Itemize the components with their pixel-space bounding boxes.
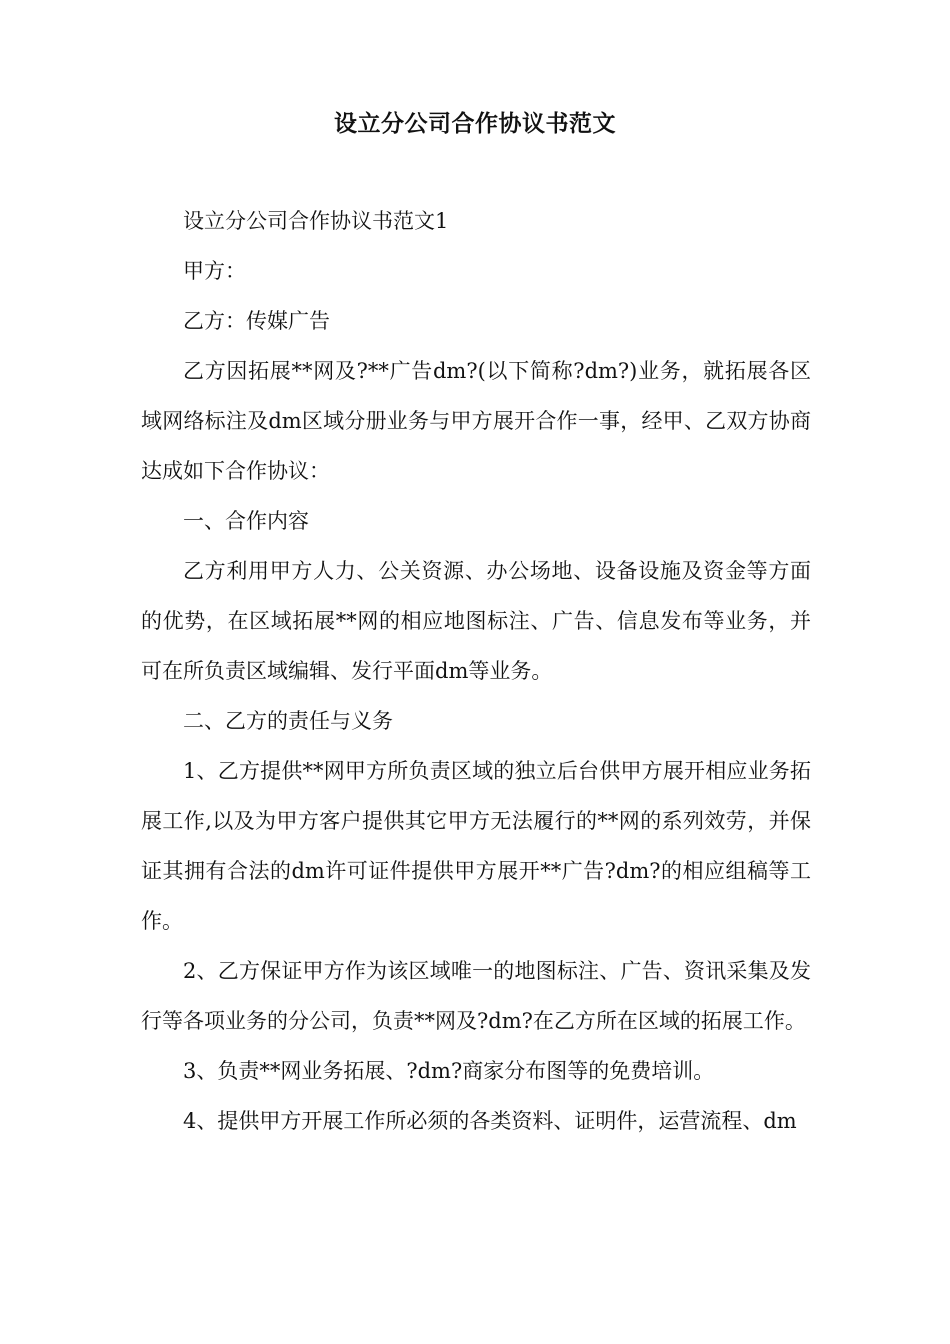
paragraph-duty-3: 3、负责**网业务拓展、?dm?商家分布图等的免费培训。: [183, 1059, 715, 1083]
paragraph-duty-1: 1、乙方提供**网甲方所负责区域的独立后台供甲方展开相应业务拓展工作,以及为甲方客户提供其它甲方无法履行的**网的系列效劳，并保证其拥有合法的dm许可证件提供甲方展开**广告?dm?的相应组稿等工作。: [141, 759, 811, 933]
document-title: 设立分公司合作协议书范文: [334, 111, 616, 137]
paragraph-party-b: 乙方：传媒广告: [183, 309, 330, 333]
section-heading-cooperation: 一、合作内容: [183, 509, 309, 533]
document-body: [141, 196, 811, 1146]
section-heading-party-b-duties: 二、乙方的责任与义务: [183, 709, 393, 733]
paragraph-duty-2: 2、乙方保证甲方作为该区域唯一的地图标注、广告、资讯采集及发行等各项业务的分公司，负责**网及?dm?在乙方所在区域的拓展工作。: [141, 959, 811, 1033]
paragraph-duty-4: 4、提供甲方开展工作所必须的各类资料、证明件，运营流程、dm: [183, 1109, 797, 1133]
paragraph-subtitle: 设立分公司合作协议书范文1: [183, 209, 449, 233]
paragraph-preamble: 乙方因拓展**网及?**广告dm?(以下简称?dm?)业务，就拓展各区域网络标注及dm区域分册业务与甲方展开合作一事，经甲、乙双方协商达成如下合作协议：: [141, 359, 811, 483]
paragraph-party-a: 甲方：: [183, 259, 246, 283]
paragraph-cooperation-content: 乙方利用甲方人力、公关资源、办公场地、设备设施及资金等方面的优势，在区域拓展**网的相应地图标注、广告、信息发布等业务，并可在所负责区域编辑、发行平面dm等业务。: [141, 559, 811, 683]
